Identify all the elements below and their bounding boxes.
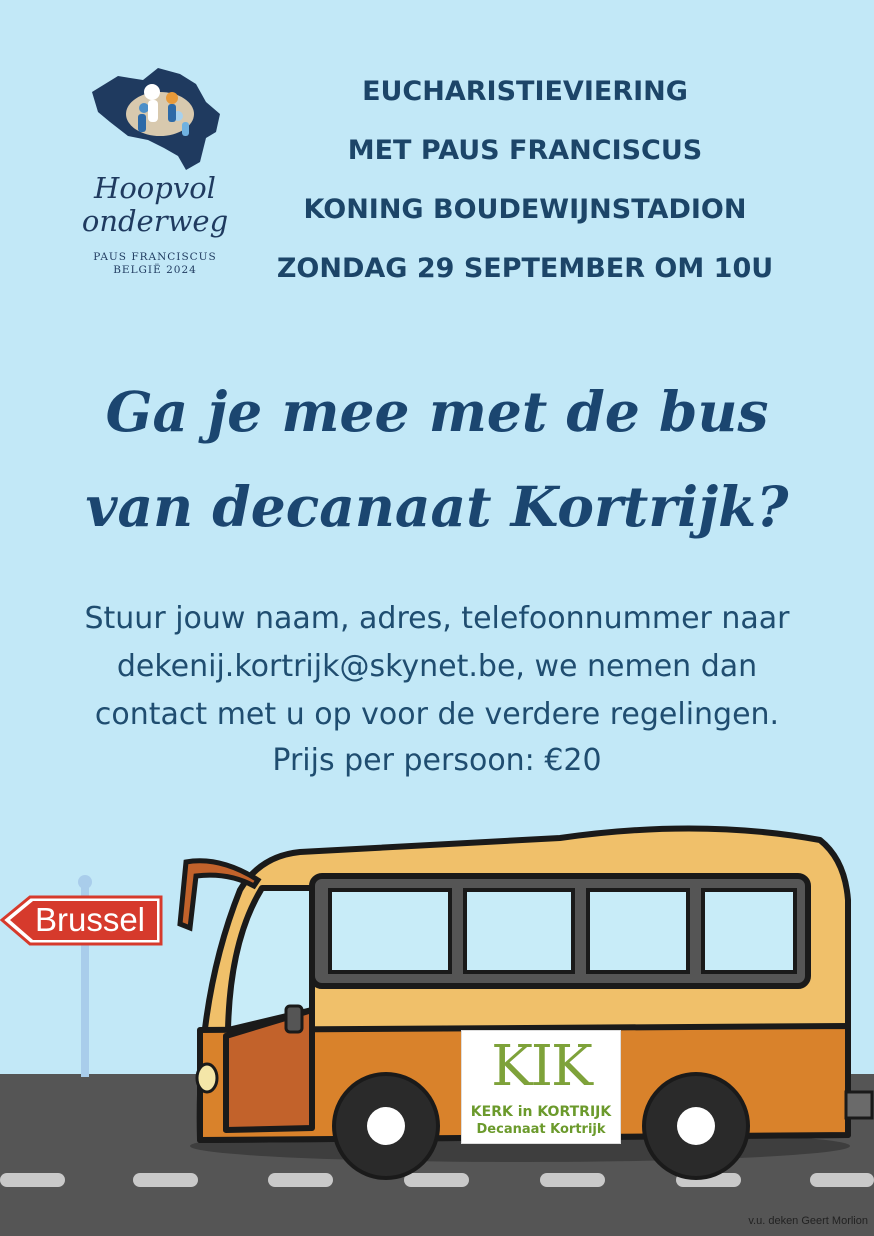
event-line-3: KONING BOUDEWIJNSTADION [303,194,747,225]
body-line-1: Stuur jouw naam, adres, telefoonnummer naar [84,601,790,636]
body-line-3: contact met u op voor de verdere regelingen. [94,697,780,732]
logo-title-line2: onderweg [81,204,229,238]
logo-sub-line2: BELGIË 2024 [113,264,197,276]
event-line-2: MET PAUS FRANCISCUS [347,135,703,166]
logo-title-line1: Hoopvol [94,171,216,205]
headline-line-1: Ga je mee met de bus [105,379,769,444]
kik-logo-mark: KIK [491,1034,591,1099]
headline-line-2: van decanaat Kortrijk? [85,474,789,539]
kik-subtitle: Decanaat Kortrijk [476,1122,606,1137]
bus-windows [330,890,795,972]
sign-pole-top [78,875,92,889]
kik-logo-panel [461,1030,621,1144]
bus-headlight [197,1064,217,1092]
event-line-1: EUCHARISTIEVIERING [362,76,688,107]
sign-label: Brussel [34,901,146,938]
body-line-2: dekenij.kortrijk@skynet.be, we nemen dan [116,649,758,684]
body-line-4: Prijs per persoon: €20 [272,743,602,778]
logo-sub-line1: PAUS FRANCISCUS [93,251,217,263]
bus-door-handle [286,1006,302,1032]
publisher-credit: v.u. deken Geert Morlion [748,1215,868,1227]
kik-name: KERK in KORTRIJK [470,1104,612,1120]
event-line-4: ZONDAG 29 SEPTEMBER OM 10U [276,253,774,284]
